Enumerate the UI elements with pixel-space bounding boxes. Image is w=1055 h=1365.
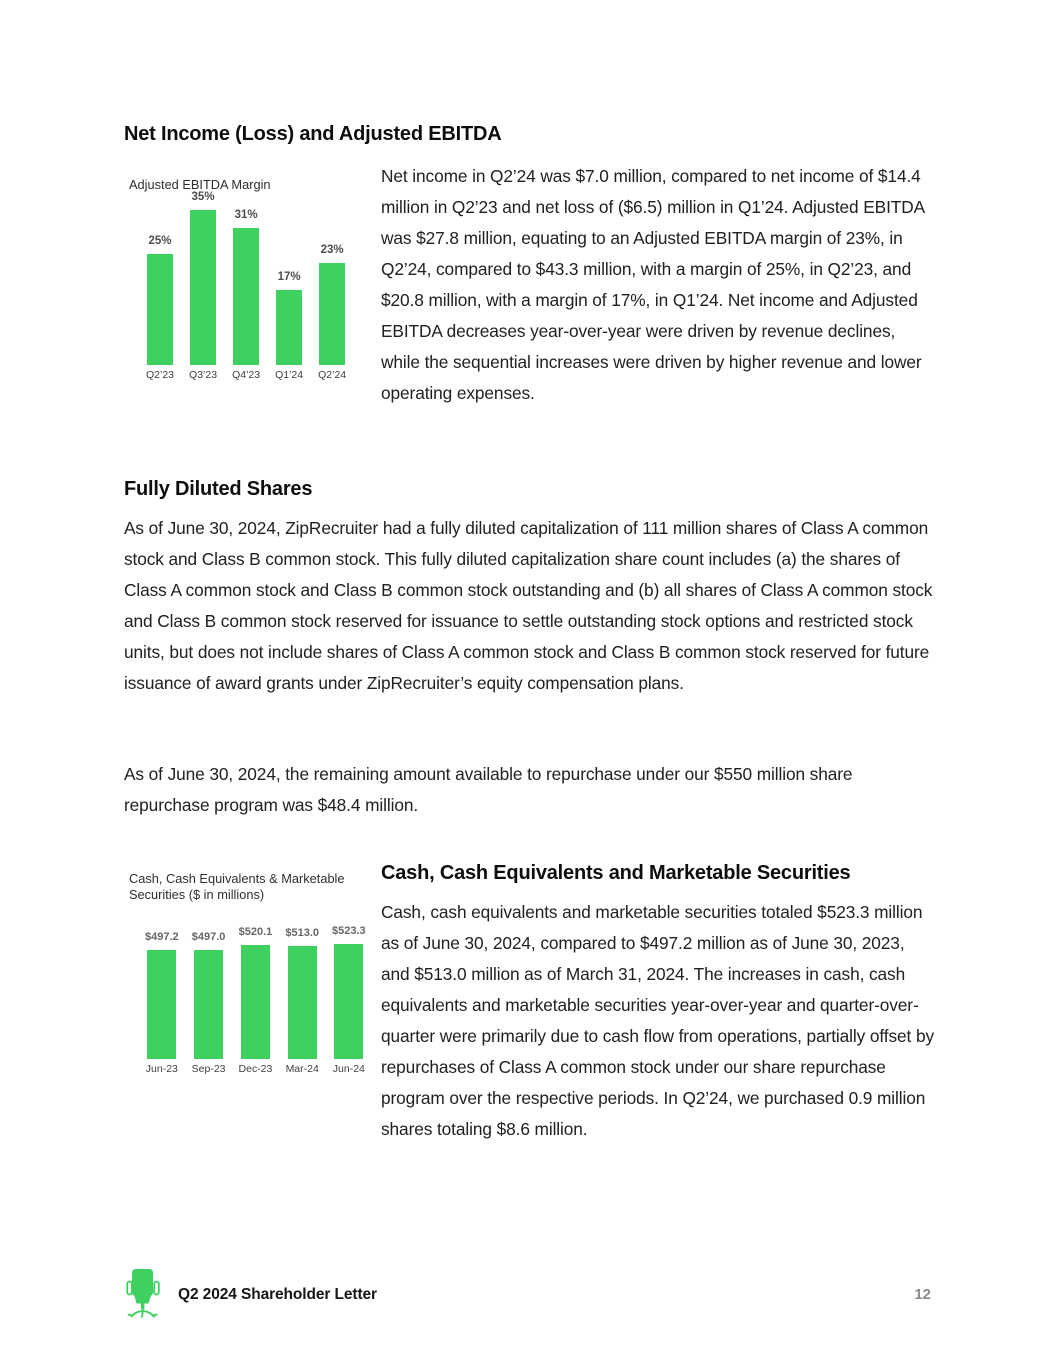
bar-value-label: 35% [191, 191, 215, 203]
bar-value-label: $497.0 [191, 930, 226, 943]
bar-x-axis-label: Q2’23 [146, 369, 175, 381]
bar [233, 228, 259, 365]
bar-x-axis-label: Jun-24 [332, 1063, 365, 1075]
bar-group [332, 925, 366, 1076]
net-income-section-heading: Net Income (Loss) and Adjusted EBITDA [124, 123, 502, 145]
bar-value-label: 25% [148, 235, 172, 248]
ziprecruiter-chair-icon [126, 1268, 160, 1323]
bar [288, 946, 317, 1059]
bar-value-label: 31% [234, 208, 258, 221]
net-income-paragraph: Net income in Q2’24 was $7.0 million, compared to net income of $14.4 million in Q2’23 and net loss of ($6.5) million in Q1’24. Adjusted EBITDA was $27.8 million, equating to an Adjusted EBITDA margin of 23%, in Q2’24, compared to $43.3 million, with a margin of 25%, in Q2’23, and $20.8 million, with a margin of 17%, in Q1’24. Net income and Adjusted EBITDA decreases year-over-year were driven by revenue declines, while the sequential increases were driven by higher revenue and lower operating expenses. [381, 166, 925, 403]
cash-chart-title-line2: Securities ($ in millions) [129, 887, 265, 902]
cash-chart-title [129, 871, 347, 903]
bar [276, 290, 302, 365]
cash-balance-chart [145, 925, 366, 1076]
bar-group [189, 191, 217, 382]
bar [241, 945, 270, 1059]
bar-value-label: 17% [277, 270, 301, 283]
page-footer [126, 1270, 826, 1320]
bar-x-axis-label: Mar-24 [285, 1063, 319, 1075]
bar [334, 944, 363, 1059]
bar-x-axis-label: Jun-23 [145, 1063, 178, 1075]
fully-diluted-paragraph-1: As of June 30, 2024, ZipRecruiter had a fully diluted capitalization of 111 million shares of Class A common stock and Class B common stock. This fully diluted capitalization share count includes (a) the shares of Class A common stock and Class B common stock outstanding and (b) all shares of Class A common stock and Class B common stock reserved for issuance to settle outstanding stock options and restricted stock units, but does not include shares of Class A common stock and Class B common stock reserved for future issuance of award grants under ZipRecruiter’s equity compensation plans. [124, 518, 933, 693]
ebitda-margin-chart [146, 191, 346, 382]
footer-title: Q2 2024 Shareholder Letter [178, 1286, 377, 1303]
bar-group [275, 271, 303, 382]
bar-x-axis-label: Sep-23 [191, 1063, 226, 1075]
bar-x-axis-label: Q4’23 [232, 369, 261, 381]
bar-value-label: 23% [320, 244, 344, 257]
bar [147, 254, 173, 365]
cash-section-heading: Cash, Cash Equivalents and Marketable Securities [381, 862, 851, 884]
ebitda-margin-chart-title: Adjusted EBITDA Margin [129, 177, 271, 192]
bar-value-label: $497.2 [145, 930, 179, 943]
bar-group [232, 209, 260, 382]
bar-group [239, 926, 273, 1076]
bar [190, 210, 216, 365]
bar-value-label: $520.1 [238, 925, 273, 938]
bar-x-axis-label: Q1’24 [275, 369, 304, 381]
bar [147, 950, 176, 1059]
cash-paragraph: Cash, cash equivalents and marketable securities totaled $523.3 million as of June 30, 2024, compared to $497.2 million as of June 30, 2023, and $513.0 million as of March 31, 2024. The increases in cash, cash equivalents and marketable securities year-over-year and quarter-over-quarter were primarily due to cash flow from operations, partially offset by repurchases of Class A common stock under our share repurchase program over the respective periods. In Q2’24, we purchased 0.9 million shares totaling $8.6 million. [381, 902, 935, 1139]
page-number: 12 [914, 1286, 931, 1303]
fully-diluted-section-heading: Fully Diluted Shares [124, 478, 313, 500]
bar-group [285, 927, 319, 1076]
bar-x-axis-label: Dec-23 [238, 1063, 273, 1075]
bar-x-axis-label: Q3’23 [189, 369, 218, 381]
cash-chart-title-line1: Cash, Cash Equivalents & Marketable [129, 871, 345, 886]
bar-group [146, 235, 174, 382]
bar-value-label: $513.0 [285, 927, 320, 940]
bar-group [192, 931, 226, 1076]
bar-group [145, 931, 179, 1076]
fully-diluted-paragraph-2: As of June 30, 2024, the remaining amount available to repurchase under our $550 million share repurchase program was $48.4 million. [124, 764, 853, 815]
bar-group [318, 244, 346, 382]
bar-x-axis-label: Q2’24 [318, 369, 347, 381]
bar [319, 263, 345, 365]
bar [194, 950, 223, 1059]
bar-value-label: $523.3 [332, 925, 366, 937]
